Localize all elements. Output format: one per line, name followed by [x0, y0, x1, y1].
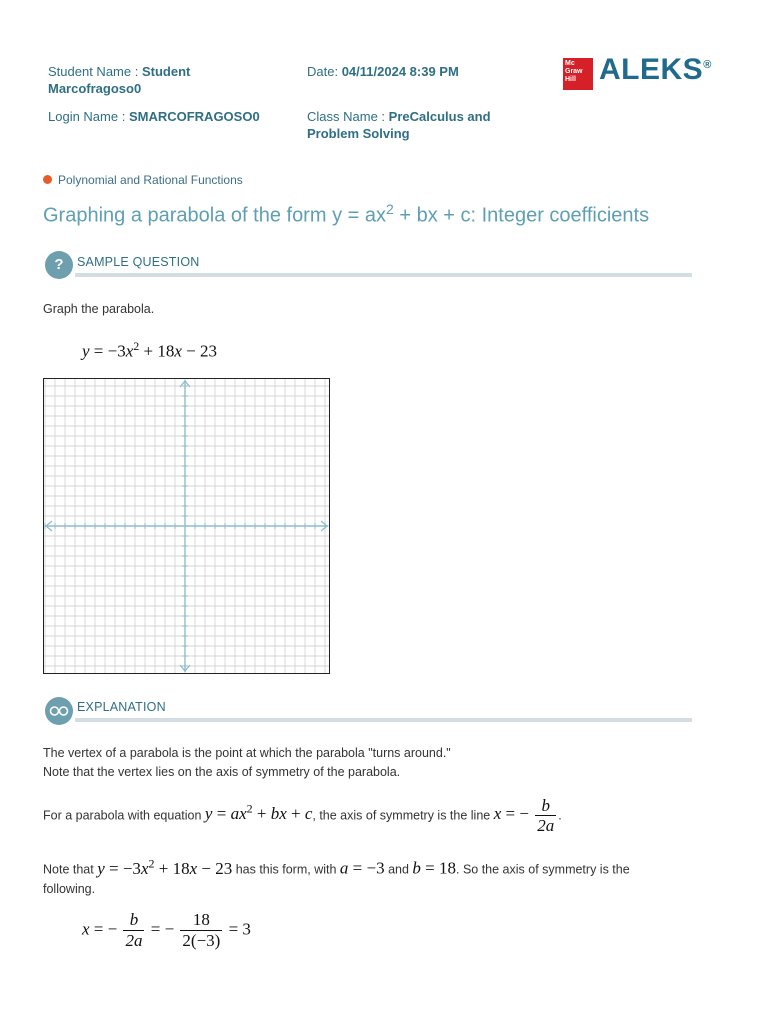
frac-num: b [123, 910, 144, 931]
explanation-para-1 [43, 744, 451, 782]
topic-label [43, 173, 243, 187]
aleks-text: ALEKS [599, 53, 704, 86]
class-name-value-2: Problem Solving [307, 126, 410, 141]
title-suffix: + bx + c: Integer coefficients [393, 204, 650, 227]
math-text: y [204, 804, 213, 824]
frac-den: 2(−3) [182, 931, 221, 950]
fraction [123, 910, 144, 951]
para-text: and [384, 862, 413, 877]
math-text: y [97, 858, 105, 878]
eq-sup: 2 [133, 339, 140, 353]
glasses-icon-svg [45, 697, 73, 725]
math-text: c [304, 804, 313, 824]
fraction [535, 796, 556, 835]
glasses-icon [45, 697, 73, 725]
mcgraw-hill-logo [563, 58, 593, 90]
student-name [48, 63, 288, 97]
frac-den: 2a [125, 931, 143, 950]
class-name-value: PreCalculus and [388, 109, 491, 124]
topic-text: Polynomial and Rational Functions [58, 173, 243, 187]
frac-den: 2a [537, 816, 555, 835]
specific-equation: $y = -3x^2 + 18x - 23$ [97, 856, 233, 878]
math-text: x [82, 919, 90, 939]
parabola-equation [82, 339, 217, 362]
student-name-value: Student [141, 64, 191, 79]
frac-num: 18 [180, 910, 222, 931]
login-name [48, 108, 260, 125]
eq-part: + 18 [139, 341, 175, 361]
math-text: x [189, 858, 198, 878]
explanation-label: EXPLANATION [77, 700, 166, 714]
math-text: x [239, 804, 247, 824]
login-name-value: SMARCOFRAGOSO0 [128, 109, 260, 124]
eq-x: x [174, 341, 182, 361]
para-line: Note that the vertex lies on the axis of symmetry of the parabola. [43, 765, 401, 779]
b-value: b = 18 [412, 858, 456, 878]
title-prefix: Graphing a parabola of the form y = ax [43, 204, 386, 227]
a-value: a = −3 [339, 858, 385, 878]
registered-mark: ® [703, 59, 712, 71]
math-text: a [339, 858, 349, 878]
question-prompt: Graph the parabola. [43, 302, 155, 316]
math-text: b [412, 858, 421, 878]
page-title [43, 201, 649, 228]
para-text: has this form, with [232, 862, 340, 877]
para-text: For a parabola with equation [43, 808, 205, 823]
para-text: following. [43, 881, 96, 896]
logo-box-line: Graw [565, 68, 583, 75]
class-name [307, 108, 491, 142]
axis-of-symmetry-calc: x = − $\frac{b}{2a}$ = − $\frac{18}{2(-3)}$ = 3 [82, 910, 251, 950]
math-sup: 2 [246, 801, 253, 816]
section-rule [75, 273, 692, 277]
date-value: 04/11/2024 8:39 PM [341, 64, 459, 79]
eq-x: x [125, 341, 134, 361]
math-sup: 2 [148, 856, 155, 870]
para-text: , the axis of symmetry is the line [312, 808, 494, 823]
logo-box-line: Hill [565, 76, 576, 83]
math-text: a [230, 804, 240, 824]
title-sup: 2 [385, 201, 394, 217]
aleks-wordmark [599, 53, 712, 87]
math-text: x [140, 858, 149, 878]
student-name-label: Student Name : [48, 64, 139, 79]
question-icon: ? [45, 251, 73, 279]
section-rule [75, 718, 692, 722]
logo-box-line: Mc [565, 60, 575, 67]
login-name-label: Login Name : [48, 109, 126, 124]
explanation-para-2 [43, 796, 562, 835]
date [307, 63, 459, 80]
student-name-value-2: Marcofragoso0 [48, 81, 142, 96]
math-text: x [493, 804, 502, 824]
frac-num: b [535, 796, 556, 816]
fraction [180, 910, 222, 951]
para-line: The vertex of a parabola is the point at which the parabola "turns around." [43, 746, 451, 760]
para-text: Note that [43, 862, 98, 877]
para-text: . [558, 808, 562, 823]
result: = 3 [228, 919, 251, 939]
para-text: . So the axis of symmetry is the [456, 862, 630, 877]
math-text: b [270, 804, 280, 824]
general-equation: $y = ax^2$ + bx + c [204, 801, 313, 824]
eq-part: = −3 [89, 341, 126, 361]
graphing-grid[interactable] [43, 378, 330, 674]
date-label: Date: [307, 64, 339, 79]
sample-question-label: SAMPLE QUESTION [77, 255, 200, 269]
eq-part: − 23 [181, 341, 218, 361]
class-name-label: Class Name : [307, 109, 386, 124]
explanation-para-3 [43, 854, 630, 899]
math-text: x [279, 804, 287, 824]
topic-dot-icon [43, 175, 52, 184]
axis-formula: x = − $\frac{b}{2a}$ [493, 796, 555, 835]
eq-y: y [82, 341, 90, 361]
